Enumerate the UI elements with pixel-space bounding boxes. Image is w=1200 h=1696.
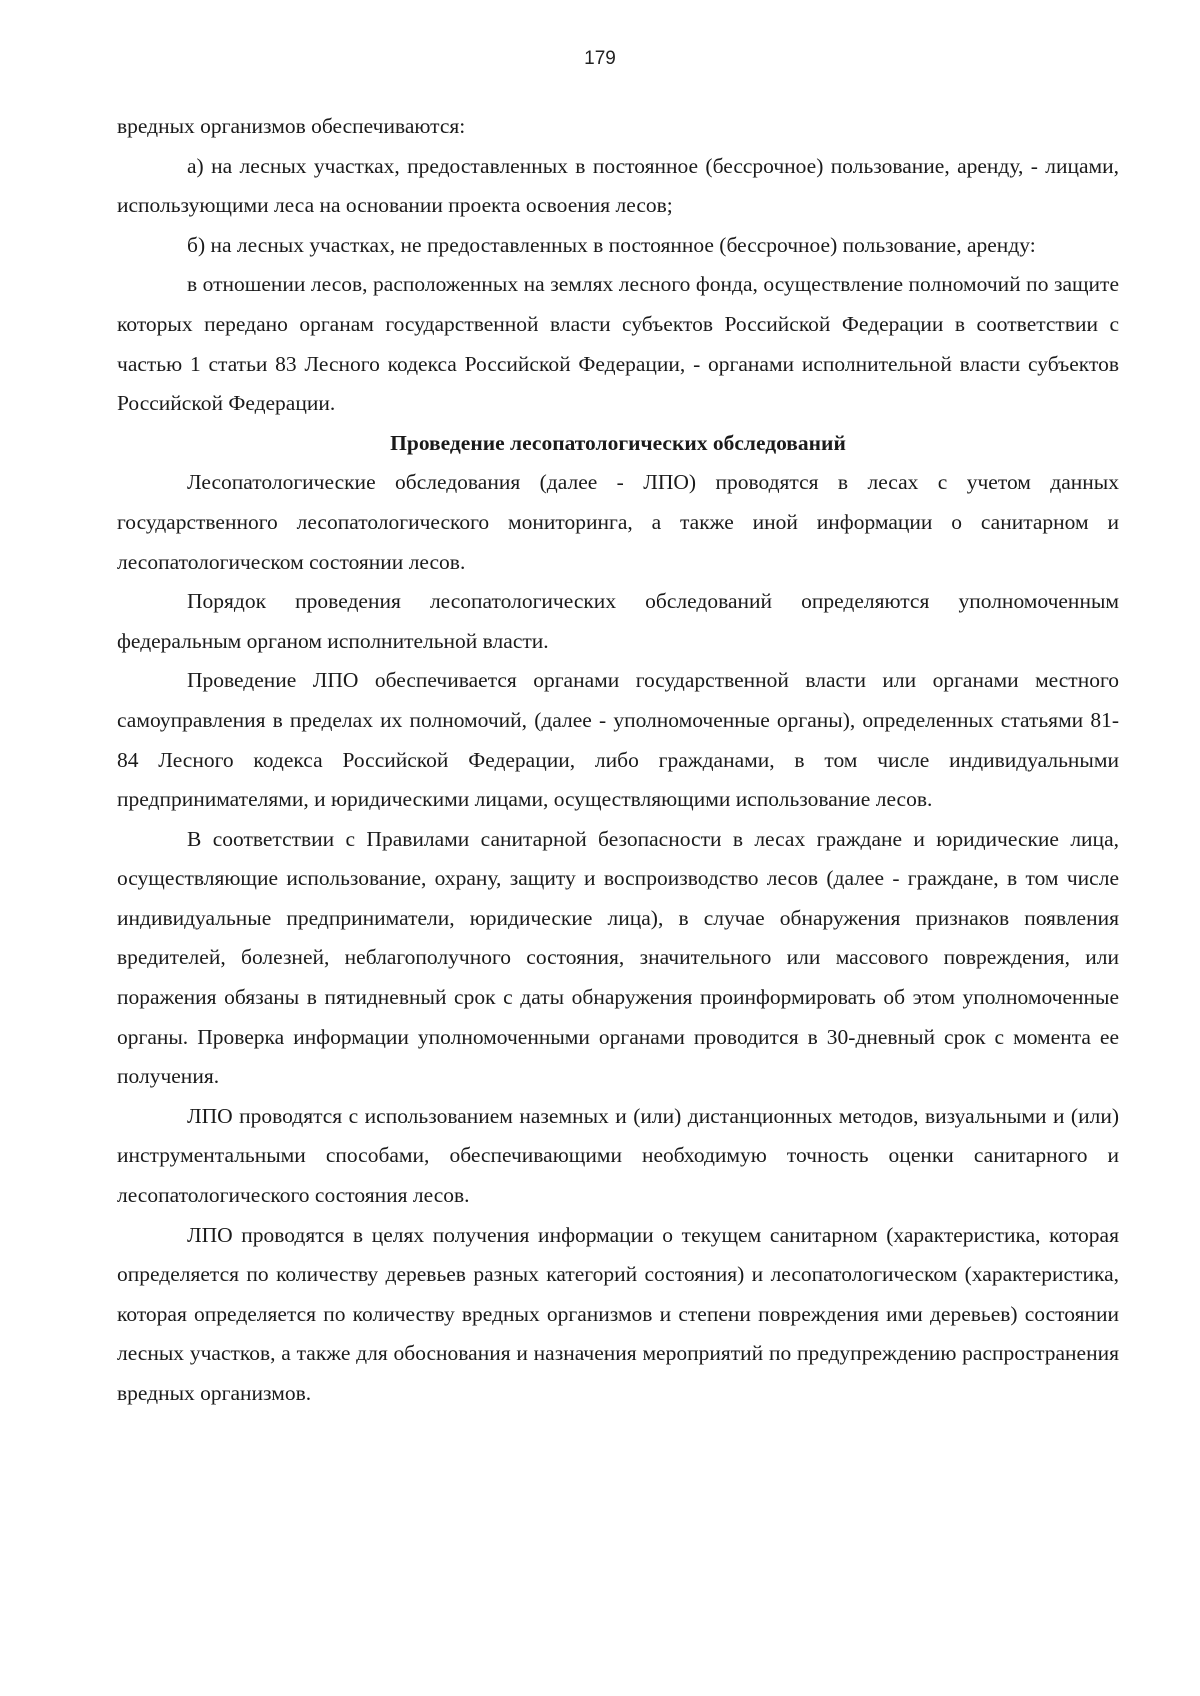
paragraph-lpo-provision: Проведение ЛПО обеспечивается органами государственной власти или органами местного самоуправления в пределах их полномочий, (далее - уполномоченные органы), определенных статьями 81-84 Лесного кодекса Российской Федерации, либо гражданами, в том числе индивидуальными предпринимателями, и юридическими лицами, осуществляющими использование лесов. (117, 668, 1119, 812)
page-number: 179 (584, 48, 616, 69)
paragraph-continuation: вредных организмов обеспечиваются: (117, 114, 466, 138)
paragraph-lpo-goals: ЛПО проводятся в целях получения информации о текущем санитарном (характеристика, которая определяется по количеству деревьев разных категорий состояния) и лесопатологическом (характеристика, которая определяется по количеству вредных организмов и степени повреждения ими деревьев) состоянии лесных участков, а также для обоснования и назначения мероприятий по предупреждению распространения вредных организмов. (117, 1222, 1119, 1405)
section-heading: Проведение лесопатологических обследований (390, 430, 846, 455)
document-body (117, 107, 1119, 1414)
paragraph-lpo-methods: ЛПО проводятся с использованием наземных и (или) дистанционных методов, визуальными и (или) инструментальными способами, обеспечивающими необходимую точность оценки санитарного и лесопатологического состояния лесов. (117, 1103, 1119, 1208)
paragraph-lpo-definition: Лесопатологические обследования (далее - ЛПО) проводятся в лесах с учетом данных государственного лесопатологического мониторинга, а также иной информации о санитарном и лесопатологическом состоянии лесов. (117, 470, 1119, 574)
paragraph-lpo-procedure: Порядок проведения лесопатологических обследований определяются уполномоченным федеральным органом исполнительной власти. (117, 589, 1119, 653)
paragraph-federal-powers: в отношении лесов, расположенных на землях лесного фонда, осуществление полномочий по защите которых передано органам государственной власти субъектов Российской Федерации в соответствии с частью 1 статьи 83 Лесного кодекса Российской Федерации, - органами исполнительной власти субъектов Российской Федерации. (117, 272, 1119, 416)
paragraph-sanitary-rules: В соответствии с Правилами санитарной безопасности в лесах граждане и юридические лица, осуществляющие использование, охрану, защиту и воспроизводство лесов (далее - граждане, в том числе индивидуальные предприниматели, юридические лица), в случае обнаружения признаков появления вредителей, болезней, неблагополучного состояния, значительного или массового повреждения, или поражения обязаны в пятидневный срок с даты обнаружения проинформировать об этом уполномоченные органы. Проверка информации уполномоченными органами проводится в 30-дневный срок с момента ее получения. (117, 826, 1119, 1089)
paragraph-item-b: б) на лесных участках, не предоставленных в постоянное (бессрочное) пользование, аренду: (187, 232, 1036, 257)
paragraph-item-a: а) на лесных участках, предоставленных в постоянное (бессрочное) пользование, аренду, - лицами, использующими леса на основании проекта освоения лесов; (117, 153, 1119, 218)
